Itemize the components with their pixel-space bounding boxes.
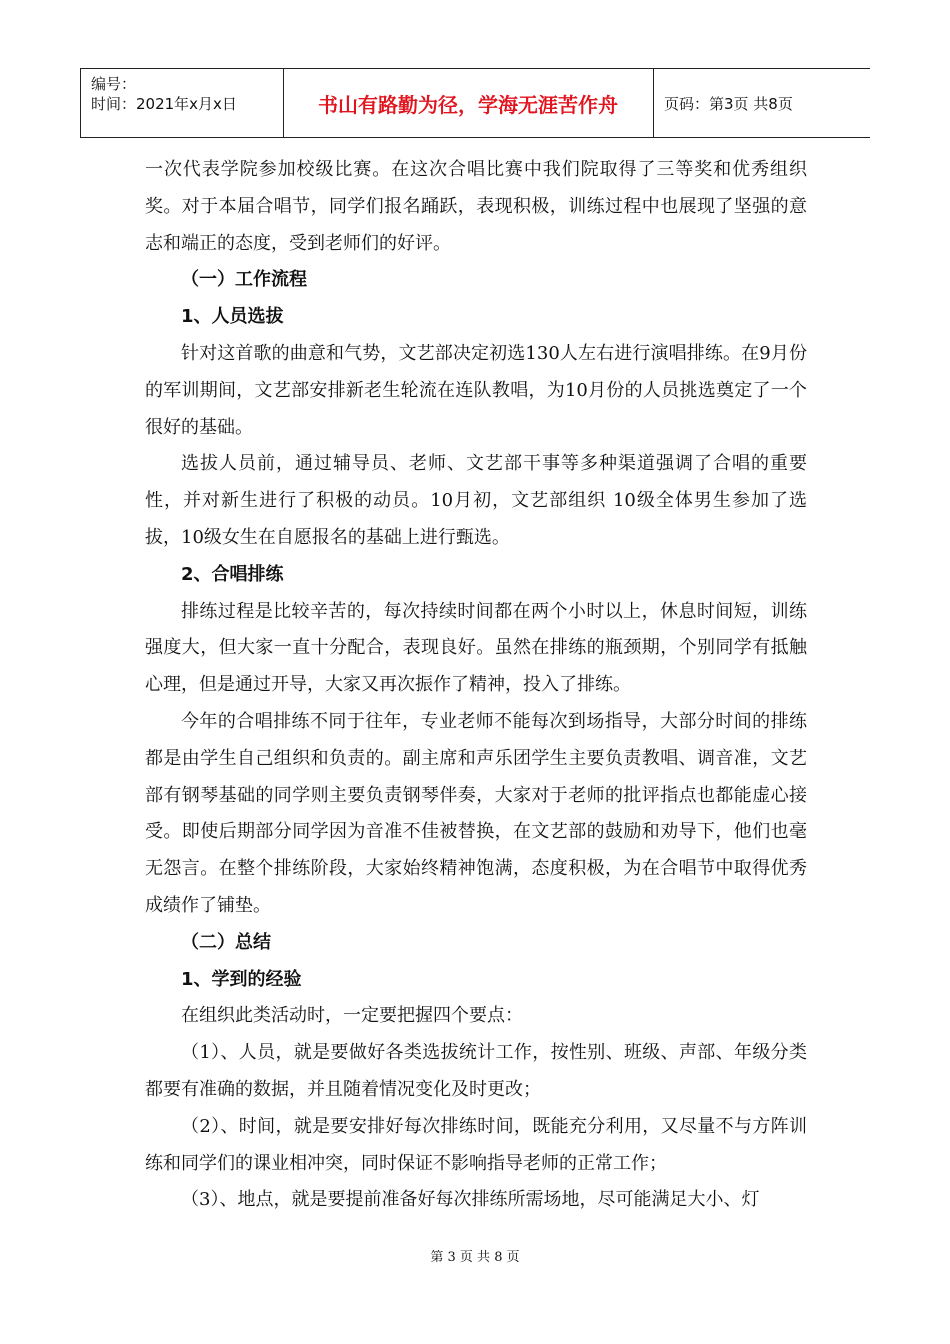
document-body <box>145 152 807 1219</box>
paragraph: 今年的合唱排练不同于往年，专业老师不能每次到场指导，大部分时间的排练都是由学生自己组织和负责的。副主席和声乐团学生主要负责教唱、调音准，文艺部有钢琴基础的同学则主要负责钢琴伴奏，大家对于老师的批评指点也都能虚心接受。即使后期部分同学因为音准不佳被替换，在文艺部的鼓励和劝导下，他们也毫无怨言。在整个排练阶段，大家始终精神饱满，态度积极，为在合唱节中取得优秀成绩作了铺垫。 <box>145 710 807 916</box>
header-page-cell <box>654 69 870 137</box>
section-heading: （二）总结 <box>181 931 271 953</box>
page-label: 页码：第3页 共8页 <box>664 94 793 113</box>
header-motto-cell <box>283 69 654 137</box>
list-item: （1）、人员，就是要做好各类选拔统计工作，按性别、班级、声部、年级分类都要有准确的数据，并且随着情况变化及时更改； <box>145 1042 807 1100</box>
time-label: 时间：2021年x月x日 <box>91 95 237 113</box>
header-meta-cell <box>80 69 284 137</box>
list-item: （3）、地点，就是要提前准备好每次排练所需场地，尽可能满足大小、灯 <box>181 1189 760 1211</box>
paragraph: 针对这首歌的曲意和气势，文艺部决定初选130人左右进行演唱排练。在9月份的军训期间，文艺部安排新老生轮流在连队教唱，为10月份的人员挑选奠定了一个很好的基础。 <box>145 342 807 438</box>
paragraph: 排练过程是比较辛苦的，每次持续时间都在两个小时以上，休息时间短，训练强度大，但大家一直十分配合，表现良好。虽然在排练的瓶颈期，个别同学有抵触心理，但是通过开导，大家又再次振作了精神，投入了排练。 <box>145 600 807 696</box>
subsection-heading: 2、合唱排练 <box>181 563 284 585</box>
subsection-heading: 1、学到的经验 <box>181 968 302 990</box>
paragraph: 选拔人员前，通过辅导员、老师、文艺部干事等多种渠道强调了合唱的重要性，并对新生进行了积极的动员。10月初，文艺部组织 10级全体男生参加了选拔，10级女生在自愿报名的基础上进行甄选。 <box>145 453 807 548</box>
motto: 书山有路勤为径，学海无涯苦作舟 <box>318 92 618 117</box>
subsection-heading: 1、人员选拔 <box>181 306 284 328</box>
paragraph: 一次代表学院参加校级比赛。在这次合唱比赛中我们院取得了三等奖和优秀组织奖。对于本届合唱节，同学们报名踊跃，表现积极，训练过程中也展现了坚强的意志和端正的态度，受到老师们的好评。 <box>145 159 807 254</box>
document-header <box>80 68 870 138</box>
paragraph: 在组织此类活动时，一定要把握四个要点： <box>181 1005 523 1027</box>
section-heading: （一）工作流程 <box>181 269 307 291</box>
page-footer: 第 3 页 共 8 页 <box>430 1250 520 1265</box>
list-item: （2）、时间，就是要安排好每次排练时间，既能充分利用，又尽量不与方阵训练和同学们的课业相冲突，同时保证不影响指导老师的正常工作； <box>145 1115 807 1174</box>
number-label: 编号： <box>91 75 137 93</box>
